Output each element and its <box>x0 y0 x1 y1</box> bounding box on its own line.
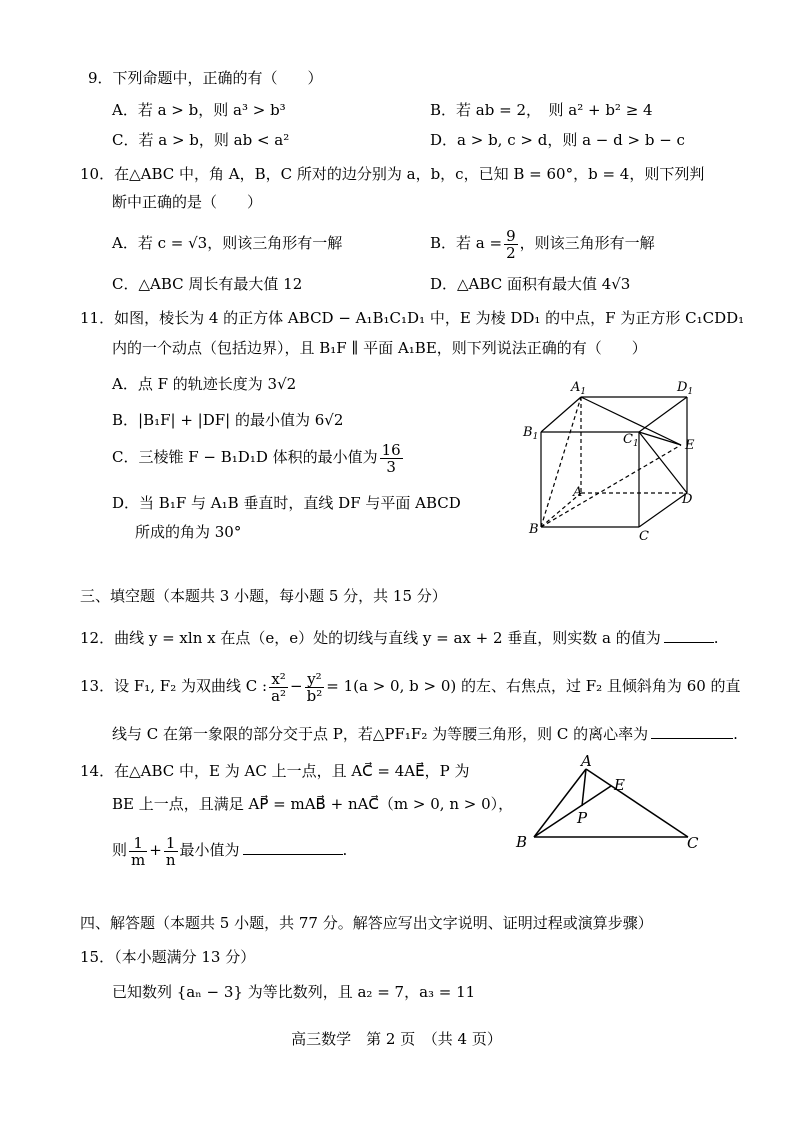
label-c: C <box>687 834 699 852</box>
q11-option-c-fraction <box>380 442 403 475</box>
q12-stem: 12．曲线 y = xln x 在点（e，e）处的切线与直线 y = ax + 2 垂直，则实数 a 的值为 <box>80 629 661 647</box>
q13-minus: − <box>290 677 303 695</box>
label-a: A <box>573 485 583 500</box>
q14-line2: BE 上一点，且满足 AP⃗ = mAB⃗ + nAC⃗（m > 0, n > 0）， <box>112 795 514 813</box>
q14-prefix: 则 <box>112 841 128 859</box>
q11-option-c-prefix: C．三棱锥 F − B₁D₁D 体积的最小值为 <box>112 448 378 466</box>
q12-text <box>80 628 719 648</box>
label-p: P <box>577 809 588 827</box>
label-a1: $A_1$ <box>571 380 587 397</box>
fraction-numerator: x² <box>269 671 288 688</box>
fraction-denominator: 3 <box>386 457 396 476</box>
q14-fraction-2 <box>164 835 178 868</box>
q13-answer-blank <box>651 724 733 739</box>
q14-line3 <box>112 832 347 868</box>
q14-period: . <box>342 841 348 859</box>
q10-stem-line2: 断中正确的是（ ） <box>112 193 263 211</box>
page-footer: 高三数学 第 2 页 （共 4 页） <box>291 1030 502 1048</box>
label-d: D <box>682 492 693 507</box>
edge-c1d <box>639 432 687 493</box>
q9-option-c: C．若 a > b，则 ab < a² <box>112 131 290 149</box>
fraction-denominator: m <box>131 850 146 869</box>
q15-title: 15．（本小题满分 13 分） <box>80 948 256 966</box>
fraction-numerator: 1 <box>129 835 147 852</box>
q10-option-b-prefix: B．若 a = <box>430 234 503 252</box>
fraction-numerator: 1 <box>164 835 178 852</box>
label-d1: $D_1$ <box>677 380 694 397</box>
q11-stem-line2: 内的一个动点（包括边界），且 B₁F ∥ 平面 A₁BE，则下列说法正确的有（ ） <box>112 339 647 357</box>
edge-b1a1 <box>541 397 581 432</box>
edge-ba1-hidden <box>541 397 581 527</box>
q9-option-d: D．a > b, c > d，则 a − d > b − c <box>430 131 685 149</box>
q10-option-c: C．△ABC 周长有最大值 12 <box>112 275 303 293</box>
q11-option-d-line2: 所成的角为 30° <box>135 523 242 541</box>
q9-option-a: A．若 a > b，则 a³ > b³ <box>112 101 286 119</box>
edge-c1e <box>639 432 681 445</box>
cube-figure <box>515 375 705 545</box>
q11-option-c <box>112 440 405 475</box>
q14-answer-blank <box>243 840 343 855</box>
q10-option-b-suffix: ，则该三角形有一解 <box>519 234 655 252</box>
label-b: B <box>516 833 528 851</box>
edge-c1d1 <box>639 397 687 432</box>
q12-answer-blank <box>664 628 714 643</box>
label-a: A <box>581 755 592 770</box>
edge-cd <box>639 493 687 527</box>
fraction-numerator: 16 <box>381 440 401 459</box>
q9-option-b: B．若 ab = 2， 则 a² + b² ≥ 4 <box>430 101 653 119</box>
fraction-denominator: a² <box>271 686 287 705</box>
fraction-numerator: y² <box>305 671 325 688</box>
q13-line1 <box>80 668 741 704</box>
q13-period: . <box>733 725 738 743</box>
q10-option-b-fraction <box>504 228 518 261</box>
q13-suffix: = 1(a > 0, b > 0) 的左、右焦点，过 F₂ 且倾斜角为 60 的直 <box>326 677 741 695</box>
fraction-denominator: 2 <box>506 243 516 262</box>
q11-option-d-line1: D．当 B₁F 与 A₁B 垂直时，直线 DF 与平面 ABCD <box>112 494 461 512</box>
triangle-figure <box>510 755 715 855</box>
fraction-denominator: n <box>165 850 176 869</box>
q11-stem-line1: 11．如图，棱长为 4 的正方体 ABCD − A₁B₁C₁D₁ 中，E 为棱 DD₁ 的中点，F 为正方形 C₁CDD₁ <box>80 309 745 327</box>
q14-line1: 14．在△ABC 中，E 为 AC 上一点，且 AC⃗ = 4AE⃗，P 为 <box>80 762 470 780</box>
label-b: B <box>529 522 539 537</box>
q14-fraction-1 <box>129 835 147 868</box>
q11-option-a: A．点 F 的轨迹长度为 3√2 <box>112 375 297 393</box>
q13-line2-text: 线与 C 在第一象限的部分交于点 P，若△PF₁F₂ 为等腰三角形，则 C 的离心率为 <box>112 725 649 743</box>
q13-y-fraction <box>305 671 325 704</box>
q10-option-d: D．△ABC 面积有最大值 4√3 <box>430 275 631 293</box>
segment-be <box>534 786 611 837</box>
label-c: C <box>639 529 649 544</box>
label-e: E <box>614 776 625 794</box>
q15-body: 已知数列 {aₙ − 3} 为等比数列，且 a₂ = 7，a₃ = 11 <box>112 983 476 1001</box>
side-ac <box>586 769 688 837</box>
q9-stem: 9．下列命题中，正确的有（ ） <box>88 69 323 87</box>
q11-option-b: B．|B₁F| + |DF| 的最小值为 6√2 <box>112 411 344 429</box>
q13-prefix: 13．设 F₁, F₂ 为双曲线 C : <box>80 677 268 695</box>
q10-option-a: A．若 c = √3，则该三角形有一解 <box>112 234 343 252</box>
q13-x-fraction <box>269 671 288 704</box>
q10-stem-line1: 10．在△ABC 中，角 A，B，C 所对的边分别为 a，b，c，已知 B = 60°，b = 4，则下列判 <box>80 165 705 183</box>
fraction-numerator: 9 <box>506 226 516 245</box>
q14-suffix: 最小值为 <box>179 841 240 859</box>
section-4-heading: 四、解答题（本题共 5 小题，共 77 分。解答应写出文字说明、证明过程或演算步骤） <box>80 914 653 932</box>
q14-plus: + <box>149 841 162 859</box>
label-e: E <box>685 438 695 453</box>
q12-period: . <box>713 629 719 647</box>
fraction-denominator: b² <box>306 686 323 705</box>
label-b1: $B_1$ <box>523 425 539 442</box>
q10-option-b <box>430 226 655 261</box>
q13-line2 <box>112 724 738 744</box>
label-c1: $C_1$ <box>623 432 639 449</box>
section-3-heading: 三、填空题（本题共 3 小题，每小题 5 分，共 15 分） <box>80 587 447 605</box>
